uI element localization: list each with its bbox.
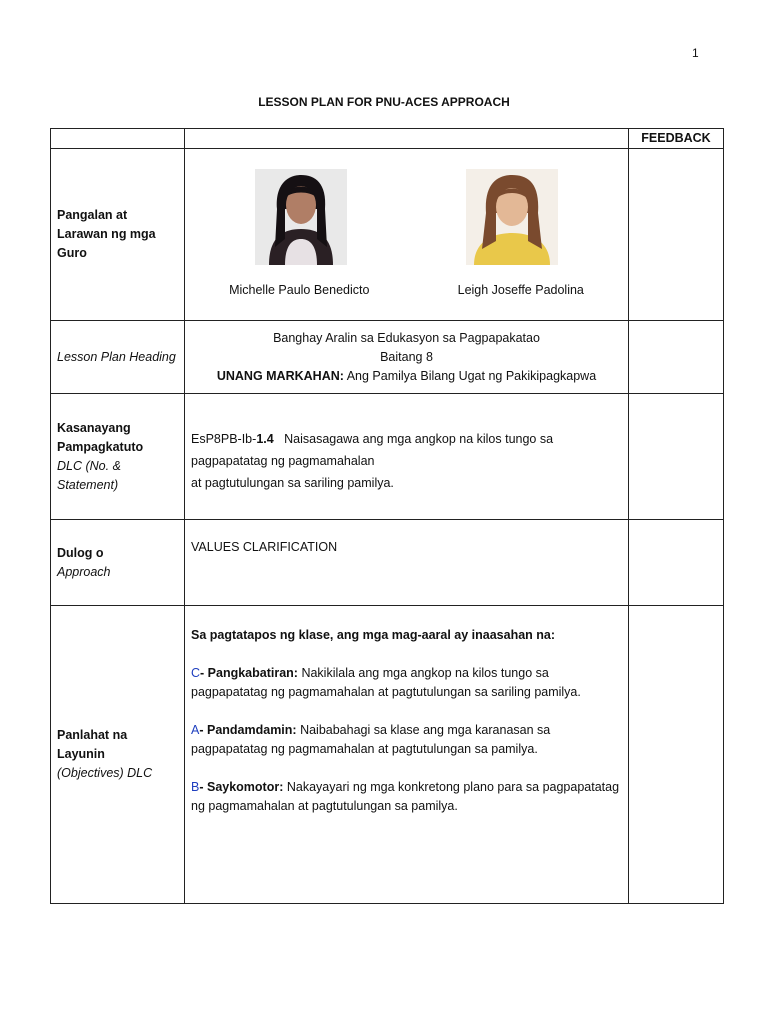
header-cell-empty-1 [51, 129, 185, 149]
objective-item-a [191, 721, 622, 759]
heading-content [185, 321, 629, 394]
heading-line-1: Banghay Aralin sa Edukasyon sa Pagpapakatao [273, 330, 540, 345]
objective-text-a: Naibabahagi sa klase ang mga karanasan sa pagpapatatag ng pagmamahalan at pagtutulungan sa pamilya. [191, 723, 551, 756]
approach-value: VALUES CLARIFICATION [185, 520, 629, 606]
document-title: LESSON PLAN FOR PNU-ACES APPROACH [258, 95, 510, 109]
heading-line-3 [191, 367, 622, 386]
heading-feedback-cell [629, 321, 724, 394]
teacher-photo-1 [255, 169, 347, 265]
objective-letter-a: A [191, 723, 200, 737]
objective-text-c: Nakikilala ang mga angkop na kilos tungo sa pagpapatatag ng pagmamahalan at pagtutulungan sa sariling pamilya. [191, 666, 581, 699]
competency-feedback-cell [629, 394, 724, 520]
lesson-plan-table [50, 128, 724, 904]
competency-row [51, 394, 724, 520]
teacher-names [185, 265, 628, 320]
approach-row [51, 520, 724, 606]
teacher-photo-2 [466, 169, 558, 265]
quarter-topic: Ang Pamilya Bilang Ugat ng Pakikipagkapwa [343, 368, 597, 383]
competency-code-number: 1.4 [256, 431, 274, 446]
objectives-label-title: Panlahat na Layunin [57, 728, 128, 761]
objective-item-c [191, 664, 622, 702]
objectives-feedback-cell [629, 606, 724, 904]
objective-name-a: - Pandamdamin: [199, 723, 297, 737]
competency-line-1 [191, 428, 622, 450]
objective-letter-b: B [191, 780, 200, 794]
objective-name-b: - Saykomotor: [199, 780, 284, 794]
competency-label-sub: DLC (No. & Statement) [57, 458, 121, 492]
teacher-portrait-1-image [255, 169, 347, 265]
competency-line-2: pagpapatatag ng pagmamahalan [191, 453, 375, 468]
competency-label-title: Kasanayang Pampagkatuto [57, 420, 144, 454]
competency-content [185, 394, 629, 520]
objectives-row [51, 606, 724, 904]
teacher-name-1: Michelle Paulo Benedicto [229, 283, 370, 297]
objective-name-c: - Pangkabatiran: [200, 666, 298, 680]
teachers-label: Pangalan at Larawan ng mga Guro [51, 149, 185, 321]
header-cell-empty-2 [185, 129, 629, 149]
competency-code-prefix: EsP8PB-Ib- [191, 431, 257, 446]
teacher-photos [185, 149, 628, 265]
teacher-name-2: Leigh Joseffe Padolina [457, 283, 584, 297]
feedback-header: FEEDBACK [629, 129, 724, 149]
quarter-label: UNANG MARKAHAN: [216, 368, 344, 383]
teachers-row [51, 149, 724, 321]
objective-text-b: Nakayayari ng mga konkretong plano para sa pagpapatatag ng pagmamahalan at pagtutulungan sa pamilya. [191, 780, 620, 813]
header-row [51, 129, 724, 149]
teachers-content [185, 149, 629, 321]
approach-label [51, 520, 185, 606]
objectives-content [185, 606, 629, 904]
heading-line-2: Baitang 8 [380, 349, 433, 364]
approach-label-sub: Approach [57, 564, 111, 579]
page-number: 1 [692, 46, 699, 60]
approach-feedback-cell [629, 520, 724, 606]
objectives-label-sub: (Objectives) DLC [57, 766, 153, 780]
heading-row [51, 321, 724, 394]
competency-line-3: at pagtutulungan sa sariling pamilya. [191, 475, 394, 490]
objectives-label [51, 606, 185, 904]
objective-item-b [191, 778, 622, 816]
objective-letter-c: C [191, 666, 201, 680]
teachers-feedback-cell [629, 149, 724, 321]
competency-label [51, 394, 185, 520]
competency-statement-1: Naisasagawa ang mga angkop na kilos tungo sa [273, 431, 554, 446]
heading-label: Lesson Plan Heading [51, 321, 185, 394]
approach-label-title: Dulog o [57, 545, 104, 560]
teacher-portrait-2-image [466, 169, 558, 265]
objectives-intro: Sa pagtatapos ng klase, ang mga mag-aaral ay inaasahan na: [191, 628, 556, 642]
